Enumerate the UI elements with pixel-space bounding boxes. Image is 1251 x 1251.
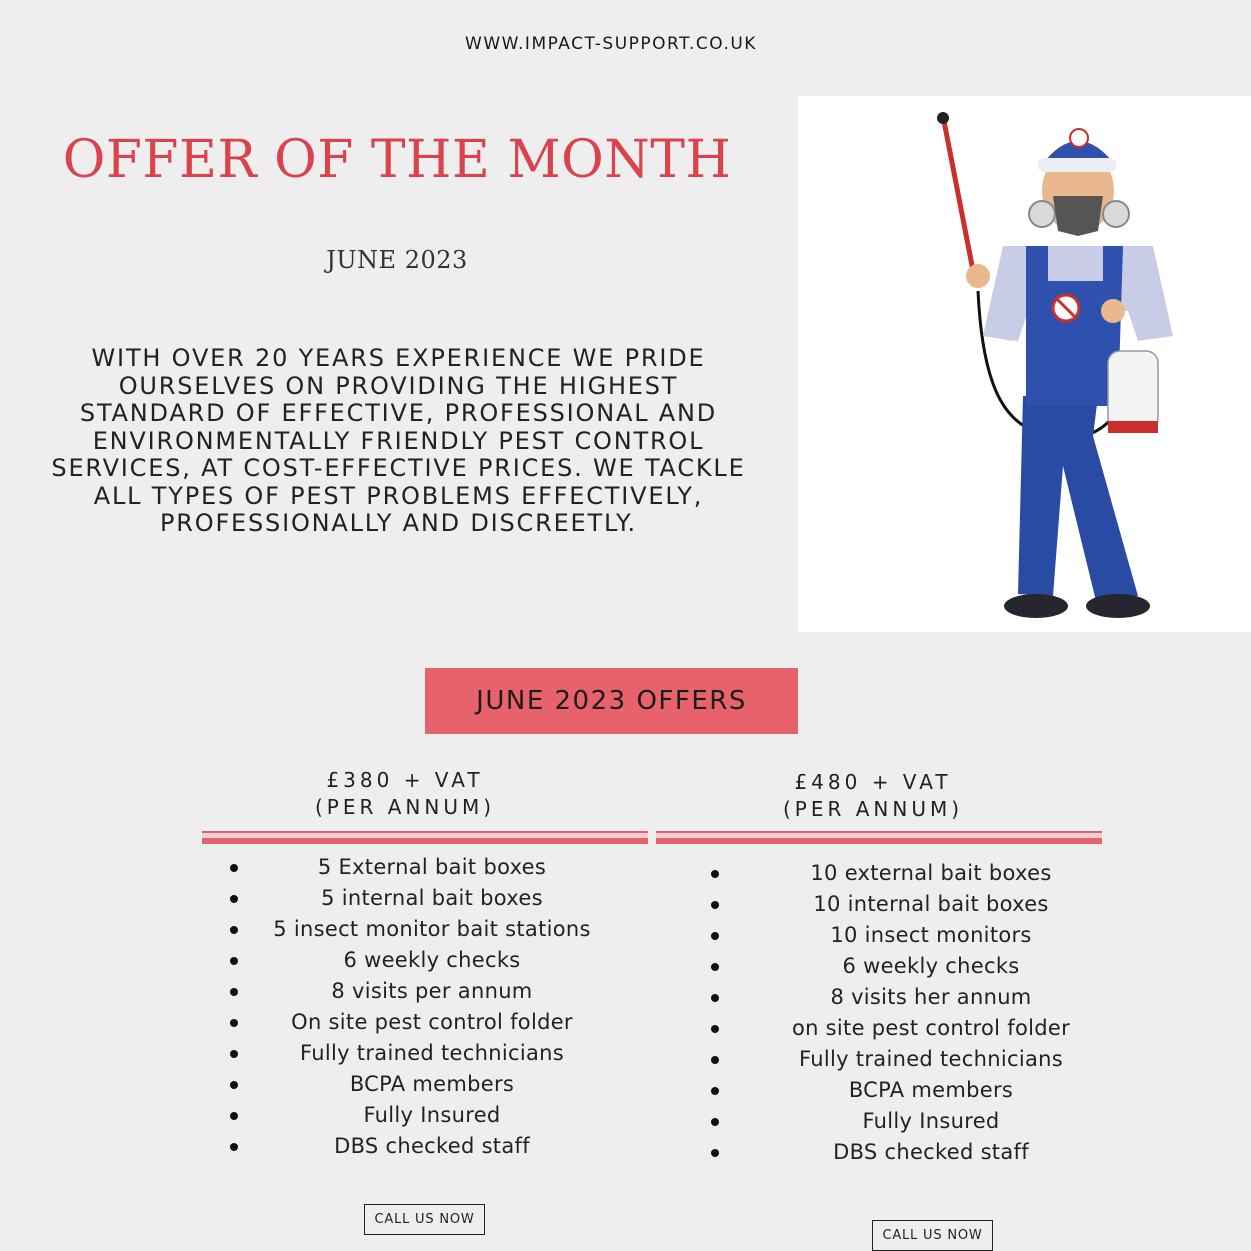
plan-1-period: (PER ANNUM) xyxy=(314,795,496,819)
list-item: 10 external bait boxes xyxy=(706,858,1156,889)
pest-technician-illustration xyxy=(798,96,1251,632)
bullet-icon xyxy=(711,1118,719,1126)
list-item: BCPA members xyxy=(706,1075,1156,1106)
list-item: 8 visits per annum xyxy=(222,976,642,1007)
list-item: Fully trained technicians xyxy=(706,1044,1156,1075)
bullet-icon xyxy=(711,932,719,940)
plan-1-price-block xyxy=(285,767,525,821)
bullet-icon xyxy=(230,864,238,872)
list-item: BCPA members xyxy=(222,1069,642,1100)
bullet-icon xyxy=(230,1081,238,1089)
plan-2-feature-list xyxy=(706,858,1156,1168)
plan-1-call-button[interactable]: CALL US NOW xyxy=(364,1204,485,1235)
list-item: Fully Insured xyxy=(222,1100,642,1131)
list-item: 5 insect monitor bait stations xyxy=(222,914,642,945)
list-item: DBS checked staff xyxy=(222,1131,642,1162)
left-hand xyxy=(966,264,990,288)
bullet-icon xyxy=(711,870,719,878)
sprayer-tank xyxy=(1108,351,1158,431)
bullet-icon xyxy=(711,1056,719,1064)
list-item: 6 weekly checks xyxy=(222,945,642,976)
list-item: 6 weekly checks xyxy=(706,951,1156,982)
bullet-icon xyxy=(230,1112,238,1120)
bullet-icon xyxy=(711,994,719,1002)
page-title: OFFER OF THE MONTH xyxy=(62,130,732,190)
website-url: WWW.IMPACT-SUPPORT.CO.UK xyxy=(465,34,757,54)
bullet-icon xyxy=(230,1143,238,1151)
list-item: 8 visits her annum xyxy=(706,982,1156,1013)
plan-1-feature-list xyxy=(222,852,642,1162)
bullet-icon xyxy=(230,1019,238,1027)
plan-2-price: £480 + VAT xyxy=(794,770,952,794)
list-item: Fully Insured xyxy=(706,1106,1156,1137)
list-item: 5 internal bait boxes xyxy=(222,883,642,914)
spray-wand xyxy=(943,116,976,286)
list-item: on site pest control folder xyxy=(706,1013,1156,1044)
list-item: 10 internal bait boxes xyxy=(706,889,1156,920)
list-item: On site pest control folder xyxy=(222,1007,642,1038)
bullet-icon xyxy=(711,963,719,971)
bullet-icon xyxy=(230,926,238,934)
offers-banner: JUNE 2023 OFFERS xyxy=(425,668,798,734)
plan-2-period: (PER ANNUM) xyxy=(782,797,964,821)
respirator-mask xyxy=(1053,196,1103,236)
list-item: 10 insect monitors xyxy=(706,920,1156,951)
right-hand xyxy=(1101,299,1125,323)
plan-1-divider xyxy=(202,831,648,844)
bullet-icon xyxy=(711,1025,719,1033)
list-item: 5 External bait boxes xyxy=(222,852,642,883)
month-label: JUNE 2023 xyxy=(326,246,468,274)
plan-2-divider xyxy=(656,831,1102,844)
plan-2-call-button[interactable]: CALL US NOW xyxy=(872,1220,993,1251)
list-item: DBS checked staff xyxy=(706,1137,1156,1168)
bullet-icon xyxy=(711,1149,719,1157)
bullet-icon xyxy=(711,901,719,909)
list-item: Fully trained technicians xyxy=(222,1038,642,1069)
plan-2-price-block xyxy=(753,769,993,823)
plan-1-price: £380 + VAT xyxy=(326,768,484,792)
bullet-icon xyxy=(230,957,238,965)
intro-text: WITH OVER 20 YEARS EXPERIENCE WE PRIDE OURSELVES ON PROVIDING THE HIGHEST STANDARD OF EFFECTIVE, PROFESSIONAL AND ENVIRONMENTALLY FRIENDLY PEST CONTROL SERVICES, AT COST-EFFECTIVE PRICES. WE TACKLE ALL TYPES OF PEST PROBLEMS EFFECTIVELY, PROFESSIONALLY AND DISCREETLY. xyxy=(51,344,746,537)
bullet-icon xyxy=(230,895,238,903)
bullet-icon xyxy=(711,1087,719,1095)
bullet-icon xyxy=(230,1050,238,1058)
bullet-icon xyxy=(230,988,238,996)
